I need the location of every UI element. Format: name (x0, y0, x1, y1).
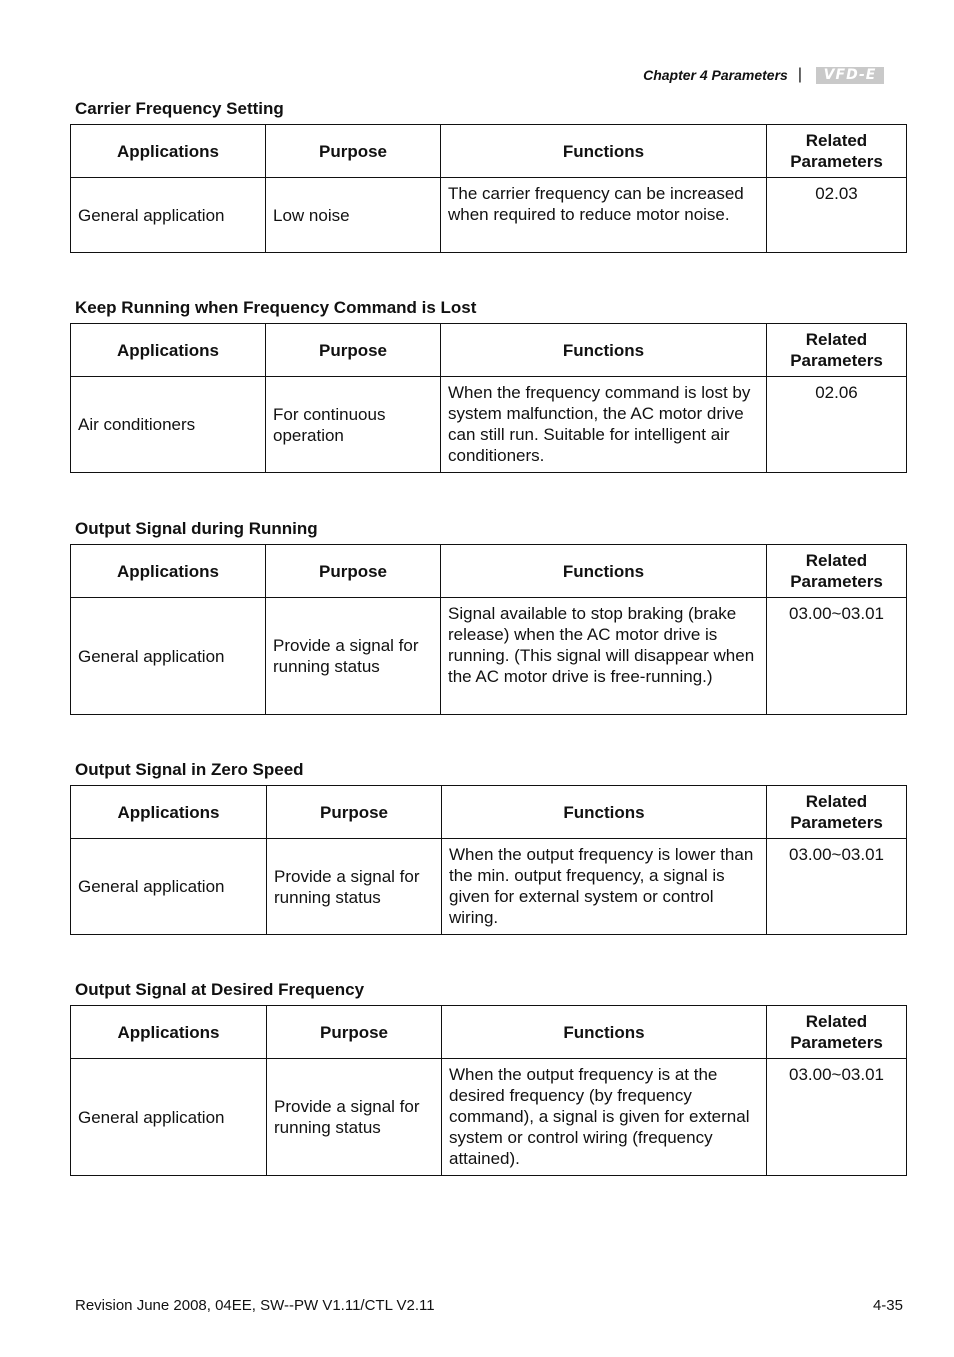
page-header (643, 66, 884, 84)
section-keep-running (70, 298, 906, 473)
cell-purpose: Provide a signal for running status (267, 839, 442, 935)
table-row (71, 178, 907, 253)
cell-purpose: Provide a signal for running status (267, 1059, 442, 1176)
parameter-table (70, 1005, 907, 1176)
cell-related-parameters: 03.00~03.01 (767, 839, 907, 935)
cell-purpose: Provide a signal for running status (266, 598, 441, 715)
cell-functions: When the output frequency is lower than the min. output frequency, a signal is given for external system or control wiring. (442, 839, 767, 935)
header-functions: Functions (441, 545, 767, 598)
cell-functions: When the frequency command is lost by system malfunction, the AC motor drive can still run. Suitable for intelligent air conditioners. (441, 377, 767, 473)
cell-functions: The carrier frequency can be increased when required to reduce motor noise. (441, 178, 767, 253)
header-purpose: Purpose (266, 324, 441, 377)
table-header-row (71, 786, 907, 839)
header-related-parameters: Related Parameters (767, 125, 907, 178)
table-row (71, 598, 907, 715)
chapter-title: Chapter 4 Parameters (643, 67, 788, 83)
cell-application: General application (71, 839, 267, 935)
header-purpose: Purpose (266, 545, 441, 598)
table-row (71, 377, 907, 473)
cell-purpose: Low noise (266, 178, 441, 253)
cell-related-parameters: 03.00~03.01 (767, 598, 907, 715)
section-output-signal-running (70, 519, 906, 715)
cell-related-parameters: 02.06 (767, 377, 907, 473)
table-header-row (71, 324, 907, 377)
header-purpose: Purpose (267, 1006, 442, 1059)
header-functions: Functions (441, 125, 767, 178)
section-output-signal-zero-speed (70, 760, 906, 935)
table-header-row (71, 1006, 907, 1059)
cell-functions: Signal available to stop braking (brake release) when the AC motor drive is running. (This signal will disappear when the AC motor drive is free-running.) (441, 598, 767, 715)
header-functions: Functions (441, 324, 767, 377)
header-applications: Applications (71, 324, 266, 377)
header-purpose: Purpose (267, 786, 442, 839)
header-related-parameters: Related Parameters (767, 786, 907, 839)
section-title: Carrier Frequency Setting (75, 99, 284, 118)
parameter-table (70, 544, 907, 715)
section-title: Output Signal in Zero Speed (75, 760, 304, 779)
cell-application: General application (71, 178, 266, 253)
cell-purpose: For continuous operation (266, 377, 441, 473)
header-applications: Applications (71, 786, 267, 839)
cell-application: General application (71, 1059, 267, 1176)
header-functions: Functions (442, 1006, 767, 1059)
table-header-row (71, 125, 907, 178)
vfd-e-logo: VFD-E (816, 67, 884, 84)
cell-related-parameters: 02.03 (767, 178, 907, 253)
revision-text: Revision June 2008, 04EE, SW--PW V1.11/CTL V2.11 (75, 1297, 435, 1314)
cell-application: Air conditioners (71, 377, 266, 473)
header-applications: Applications (71, 1006, 267, 1059)
cell-application: General application (71, 598, 266, 715)
header-separator: | (797, 66, 802, 83)
table-header-row (71, 545, 907, 598)
parameter-table (70, 124, 907, 253)
table-row (71, 1059, 907, 1176)
section-title: Output Signal at Desired Frequency (75, 980, 365, 999)
page-number: 4-35 (872, 1297, 903, 1314)
parameter-table (70, 323, 907, 473)
section-carrier-frequency (70, 99, 906, 253)
header-applications: Applications (71, 125, 266, 178)
header-applications: Applications (71, 545, 266, 598)
page-footer (75, 1297, 903, 1314)
parameter-table (70, 785, 907, 935)
header-related-parameters: Related Parameters (767, 324, 907, 377)
header-purpose: Purpose (266, 125, 441, 178)
table-row (71, 839, 907, 935)
section-title: Keep Running when Frequency Command is Lost (75, 298, 477, 317)
header-related-parameters: Related Parameters (767, 545, 907, 598)
header-functions: Functions (442, 786, 767, 839)
section-title: Output Signal during Running (75, 519, 318, 538)
section-output-signal-desired-frequency (70, 980, 906, 1176)
cell-related-parameters: 03.00~03.01 (767, 1059, 907, 1176)
header-related-parameters: Related Parameters (767, 1006, 907, 1059)
cell-functions: When the output frequency is at the desired frequency (by frequency command), a signal is given for external system or control wiring (frequency attained). (442, 1059, 767, 1176)
